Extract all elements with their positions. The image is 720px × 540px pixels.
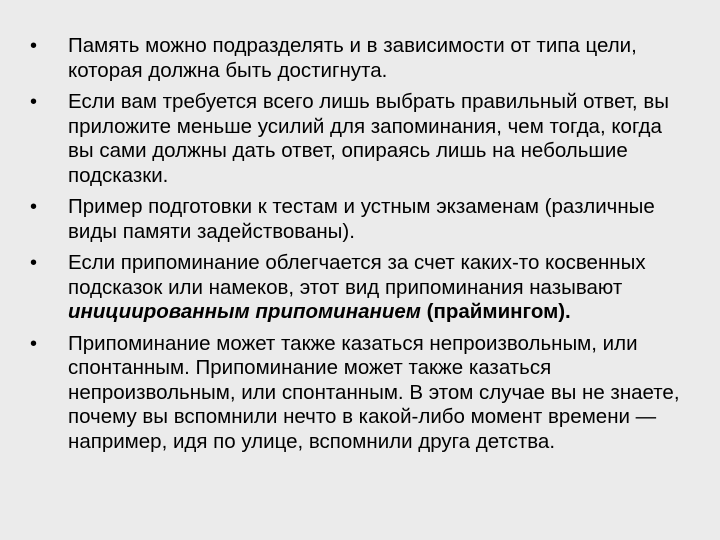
bullet-text: Если вам требуется всего лишь выбрать правильный ответ, вы приложите меньше усилий для запоминания, чем тогда, когда вы сами должны дать ответ, опираясь лишь на небольшие подсказки. <box>68 90 669 187</box>
bullet-item-spontaneous <box>30 332 692 455</box>
priming-term-alias: (праймингом). <box>420 300 571 323</box>
bullet-marker: • <box>30 252 38 274</box>
bullet-marker: • <box>30 35 38 57</box>
bullet-text: Пример подготовки к тестам и устным экзаменам (различные виды памяти задействованы). <box>68 195 655 243</box>
bullet-list <box>30 34 692 461</box>
bullet-item-priming <box>30 251 692 325</box>
bullet-item-effort <box>30 90 692 188</box>
bullet-text: Припоминание может также казаться непроизвольным, или спонтанным. Припоминание может также казаться непроизвольным, или спонтанным. В этом случае вы не знаете, почему вы вспомнили нечто в какой-либо момент времени — например, идя по улице, вспомнили друга детства. <box>68 331 680 453</box>
bullet-marker: • <box>30 91 38 113</box>
bullet-item-exam-example <box>30 195 692 244</box>
bullet-marker: • <box>30 332 38 355</box>
bullet-item-goal-type <box>30 34 692 83</box>
priming-term: инициированным припоминанием <box>68 300 421 323</box>
bullet-text: Память можно подразделять и в зависимости от типа цели, которая должна быть достигнута. <box>68 34 637 82</box>
bullet-marker: • <box>30 196 38 218</box>
bullet-text-before: Если припоминание облегчается за счет каких-то косвенных подсказок или намеков, этот вид припоминания называют <box>68 251 646 299</box>
